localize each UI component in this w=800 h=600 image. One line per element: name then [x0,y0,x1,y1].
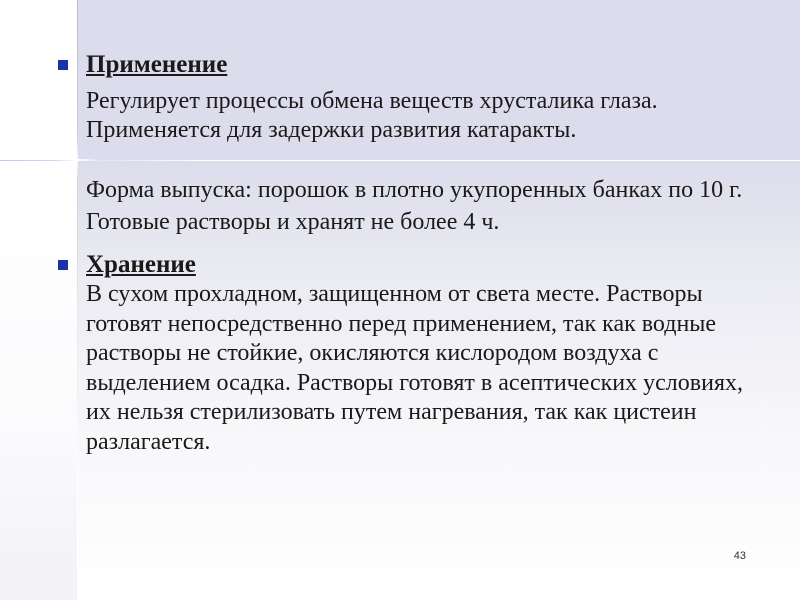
section-paragraph: Форма выпуска: порошок в плотно укупоренных банках по 10 г. Готовые растворы и хранят не более 4 ч. [86,177,743,235]
section-paragraph: В сухом прохладном, защищенном от света месте. Растворы готовят непосредственно перед применением, так как водные растворы не стойкие, окисляются кислородом воздуха с выделением осадка. Растворы готовят в асептических условиях, их нельзя стерилизовать путем нагревания, так как цистеин разлагается. [86,281,743,455]
section-paragraph: Регулирует процессы обмена веществ хрусталика глаза. Применяется для задержки развития катаракты. [86,88,658,143]
square-bullet-icon [58,260,68,270]
slide-content [58,50,768,457]
section-heading: Хранение [86,251,196,278]
section-heading: Применение [86,51,228,78]
section-storage [58,250,768,457]
section-application [58,50,768,238]
square-bullet-icon [58,60,68,70]
page-number: 43 [733,550,746,562]
